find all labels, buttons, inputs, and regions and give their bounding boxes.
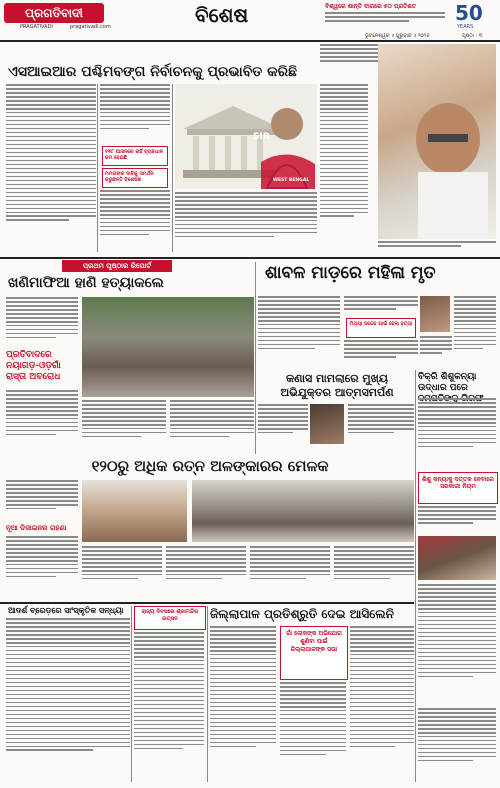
event-photo[interactable] xyxy=(82,480,187,542)
logo-text: ପ୍ରଗତିବାଦୀ xyxy=(25,6,83,20)
lead-column-2 xyxy=(100,84,170,144)
newspaper-logo[interactable] xyxy=(4,3,104,23)
masthead-tagline: ବିଶ୍ୱରେ ଶାନ୍ତି ଦାଗରେ ୫୦ ପ୍ରତିଶତ xyxy=(325,3,417,10)
lead-illustration[interactable] xyxy=(175,84,317,189)
callout-mamata: ମମତାଙ୍କ ଦାବିକୁ ସମର୍ଥନ କରୁଛନ୍ତି ବିଶେଷଜ୍ଞ xyxy=(102,168,168,188)
yoga-photo[interactable] xyxy=(192,480,414,542)
mafia-headline[interactable]: ଖଣିମାଫିଆ ହାଣି ହତ୍ୟାକଲେ xyxy=(8,275,164,291)
accused-photo[interactable] xyxy=(310,404,344,444)
politician-photo[interactable] xyxy=(378,44,496,239)
anniversary-sub: YEARS xyxy=(457,24,474,30)
jewellery-headline[interactable]: ୧୨୦ରୁ ଅଧିକ ରତ୍ନ ଅଳଙ୍କାରର ମେଳକ xyxy=(91,457,329,475)
woman-killed-headline[interactable]: ଶାବଳ ମାଡ଼ରେ ମହିଳା ମୃତ xyxy=(265,263,436,283)
child-rescue-headline[interactable]: ବିକ୍ରି ଶିଶୁକନ୍ୟା ଉଦ୍ଧାର ପରେ xyxy=(418,372,477,393)
west-bengal-label: WEST BENGAL xyxy=(273,178,310,183)
supreme-court-icon xyxy=(175,84,317,189)
adoption-rules-box: ଶିଶୁ କନ୍ୟାକୁ ଦତ୍ତକ ନେବାରେ ସରକାରୀ ନିୟମ xyxy=(418,472,498,504)
family-photo[interactable] xyxy=(418,536,496,580)
protest-subhead[interactable]: ପ୍ରତିବାଦରେ ନୟାଗଡ଼-ଓଡ଼ଗାଁ ରାସ୍ତା ଅବରୋଧ xyxy=(6,350,61,382)
collector-headline[interactable]: ଜିଲ୍ଲାପାଳ ପ୍ରତିଶ୍ରୁତି ଦେଇ ଆସିଲେନି xyxy=(210,607,394,621)
jewellery-subhead: ନୂଆ ଡିଜାଇନର ଗହଣା xyxy=(6,524,67,532)
suspicion-box: ମିଥ୍ୟା ସନ୍ଦେହ ପାଇଁ ହେଲା ହତ୍ୟା xyxy=(346,318,416,338)
victim-photo[interactable] xyxy=(420,296,450,332)
page-label: ପୃଷ୍ଠା : ୩ xyxy=(462,33,483,39)
surrender-headline[interactable]: କଣାସ ମାମଲାରେ ମୁଖ୍ୟ ଅଭିଯୁକ୍ତର ଆତ୍ମସମର୍ପଣ xyxy=(280,372,394,399)
protest-crowd-photo[interactable] xyxy=(82,297,254,397)
date-line: ଭୁବନେଶ୍ୱର ॥ ଗୁରୁବାର ॥ ୨୦୨୬ xyxy=(365,33,430,39)
logo-subtitle: PRAGATIVADI xyxy=(20,24,53,30)
villagers-box: ଗାଁ ଲୋକଙ୍କ ଅଭିଯୋଗ ଶୁଣିବା ପାଇଁ ଜିଲ୍ଲାପାଳଙ୍କ ସଭା xyxy=(280,626,348,680)
lead-column-1 xyxy=(6,84,96,249)
website-label[interactable]: pragativadi.com xyxy=(70,24,111,30)
callout-seats: ୧୩୮ ଆସନରେ ଚାହିଁ ବ୍ୟବଧାନ କମ ହେଇଛି xyxy=(102,146,168,166)
front-page-report-kicker: ପ୍ରଥମ ପୃଷ୍ଠାର ରିପୋର୍ଟ xyxy=(62,260,172,272)
section-title: ବିଶେଷ xyxy=(195,3,249,27)
person-eating-icon xyxy=(378,44,496,239)
cultural-headline[interactable]: ଆଦର୍ଶ ବ୍ରେଡ଼ରେ ସାଂସ୍କୃତିକ ସନ୍ଧ୍ୟା xyxy=(8,606,124,615)
sir-label: SIR xyxy=(253,132,270,142)
state-day-box: ରାଜ୍ୟ ଦିବସରେ ଶ୍ରୀମନ୍ଦିର ଉତ୍ସବ xyxy=(134,606,206,630)
lead-headline[interactable]: ଏସଆଇଆର ପଶ୍ଚିମବଙ୍ଗ ନିର୍ବାଚନକୁ ପ୍ରଭାବିତ କରିଛି xyxy=(8,64,297,80)
anniversary-badge: 50 xyxy=(455,1,483,25)
